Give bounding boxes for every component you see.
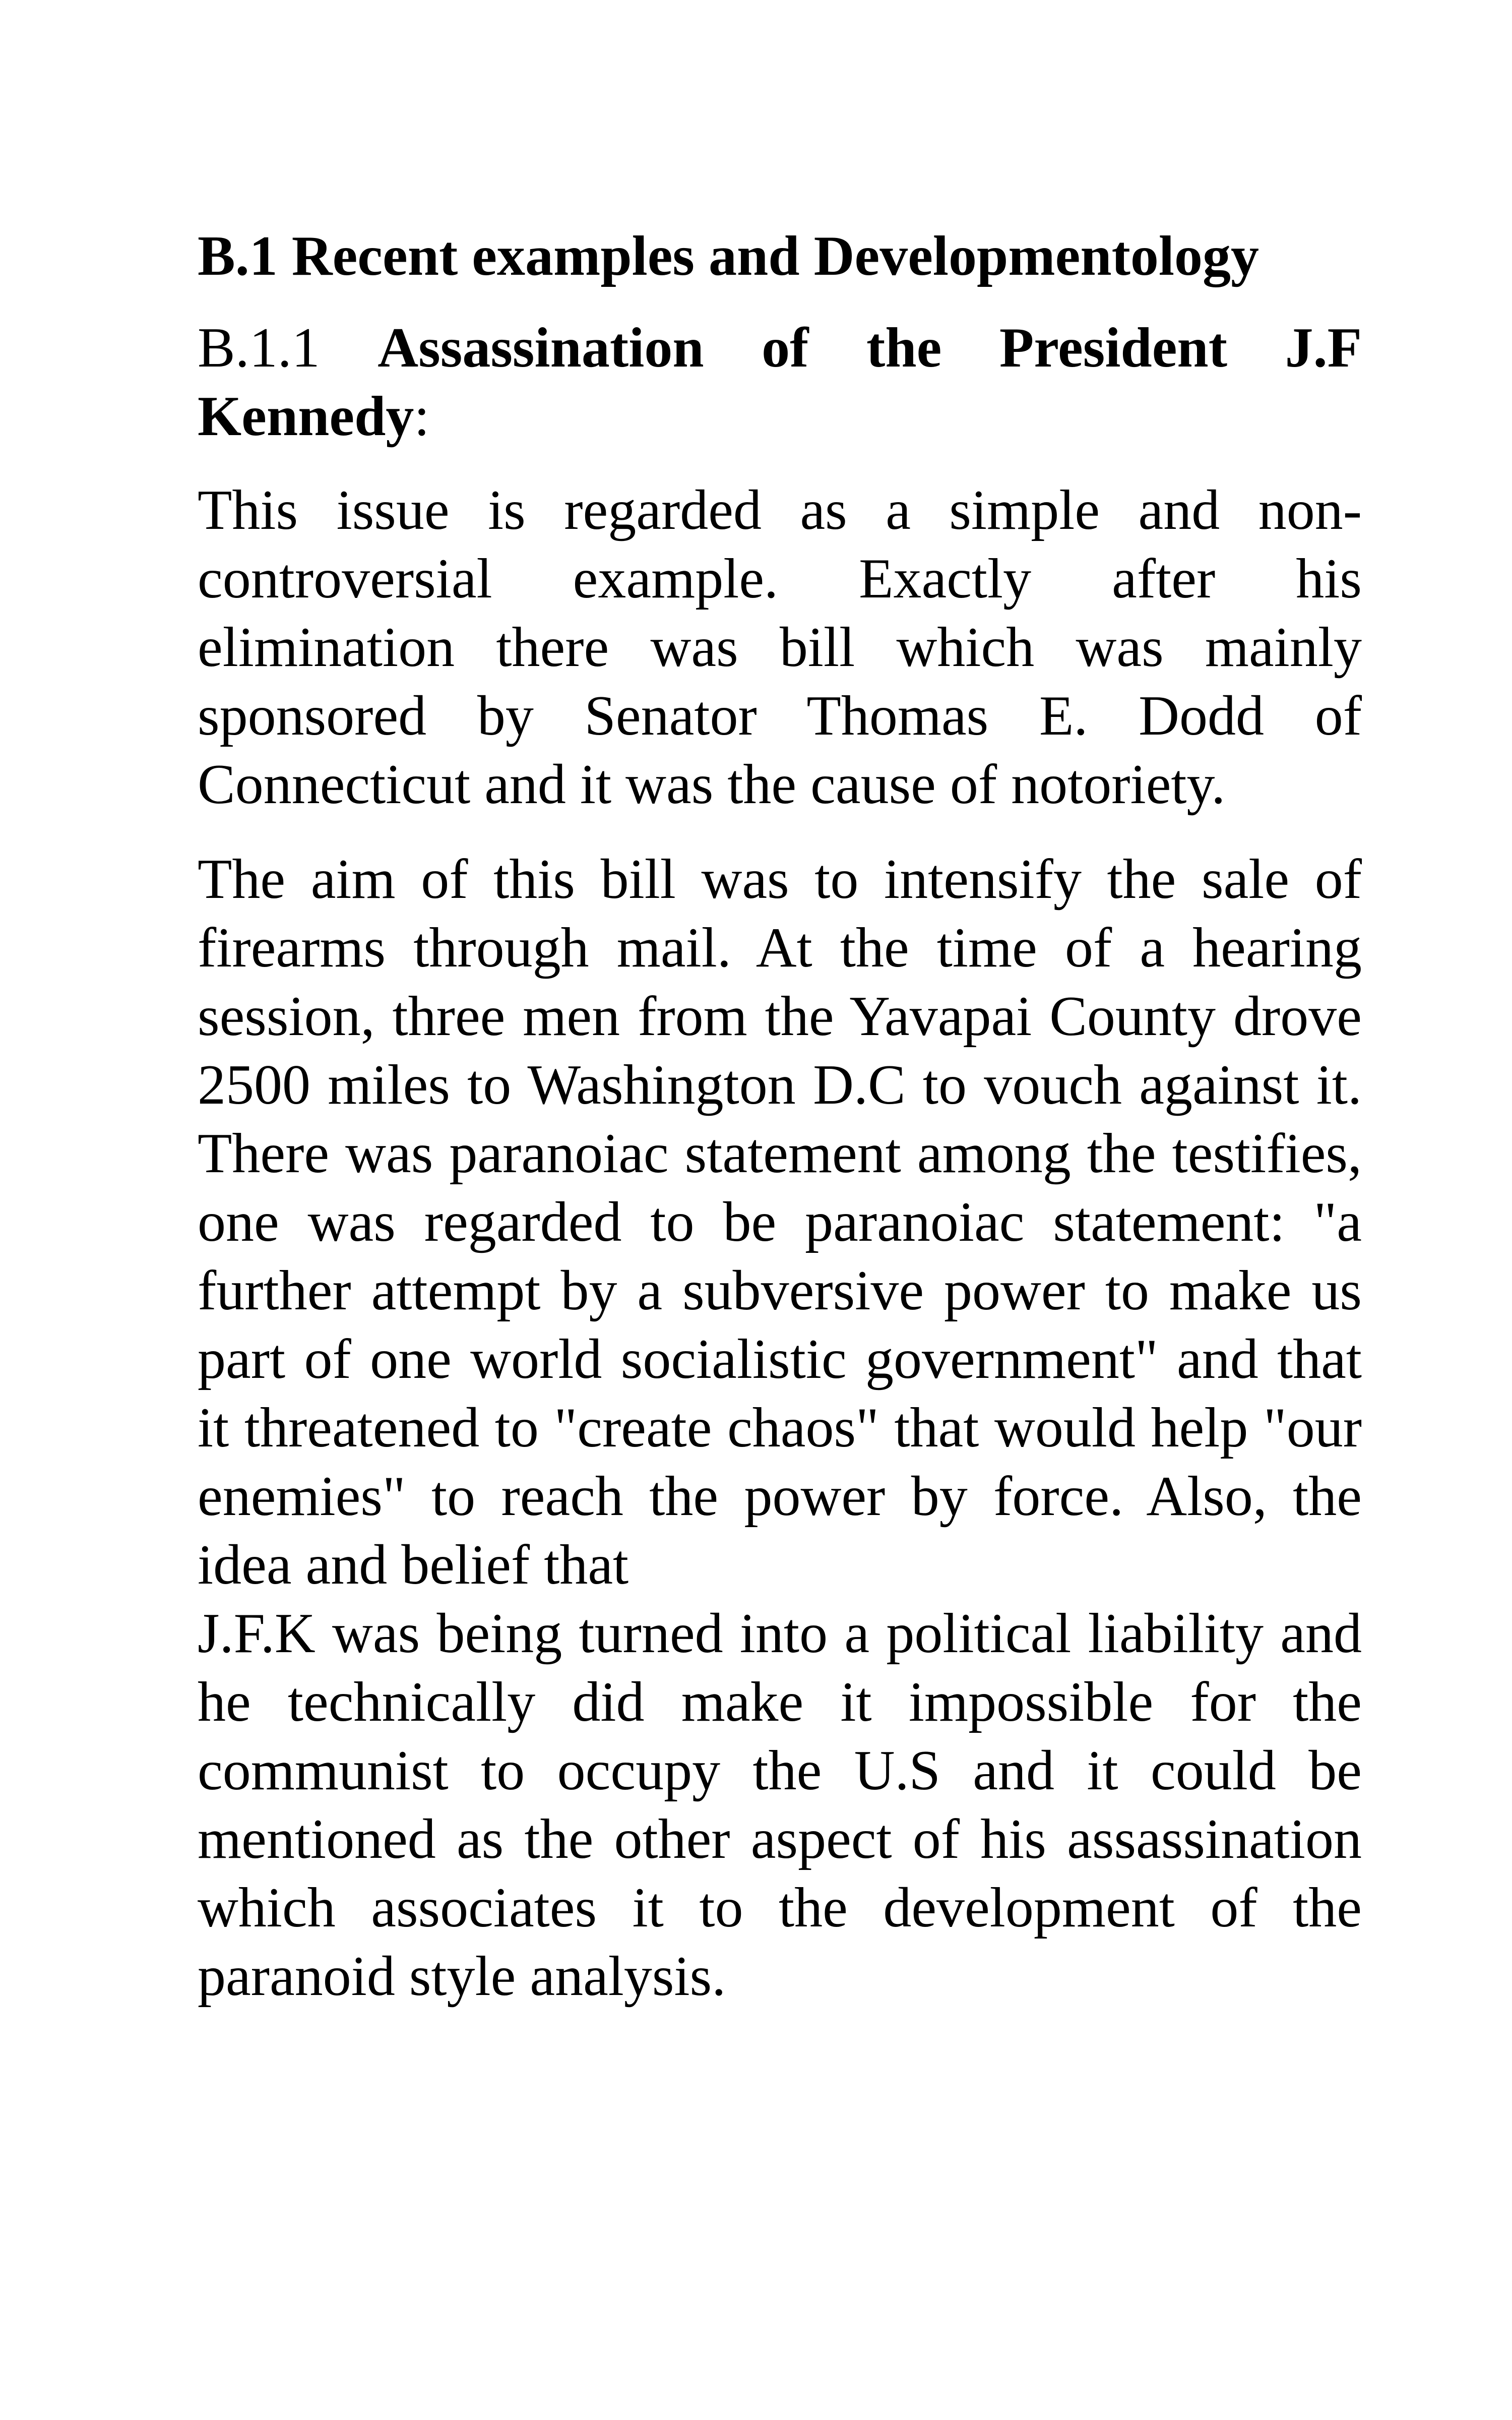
- section-heading: B.1 Recent examples and Developmentology: [198, 225, 1259, 287]
- subsection-number: B.1.1: [198, 317, 320, 379]
- subsection-suffix: :: [414, 385, 430, 448]
- document-page: [198, 222, 1362, 2037]
- paragraph-3: J.F.K was being turned into a political liability and he technically did make it impossible for the communist to occupy the U.S and it could be mentioned as the other aspect of his assassination which associates it to the development of the paranoid style analysis.: [198, 1602, 1362, 2008]
- subsection-title: Assassination of the President J.F Kennedy: [198, 317, 1362, 448]
- subsection-heading: [198, 314, 1362, 451]
- paragraph-1: This issue is regarded as a simple and non-controversial example. Exactly after his elimination there was bill which was mainly sponsored by Senator Thomas E. Dodd of Connecticut and it was the cause of notoriety.: [198, 479, 1362, 816]
- paragraph-2: The aim of this bill was to intensify the sale of firearms through mail. At the time of a hearing session, three men from the Yavapai County drove 2500 miles to Washington D.C to vouch against it. There was paranoiac statement among the testifies, one was regarded to be paranoiac statement: "a further attempt by a subversive power to make us part of one world socialistic government" and that it threatened to "create chaos" that would help "our enemies" to reach the power by force. Also, the idea and belief that: [198, 848, 1362, 1596]
